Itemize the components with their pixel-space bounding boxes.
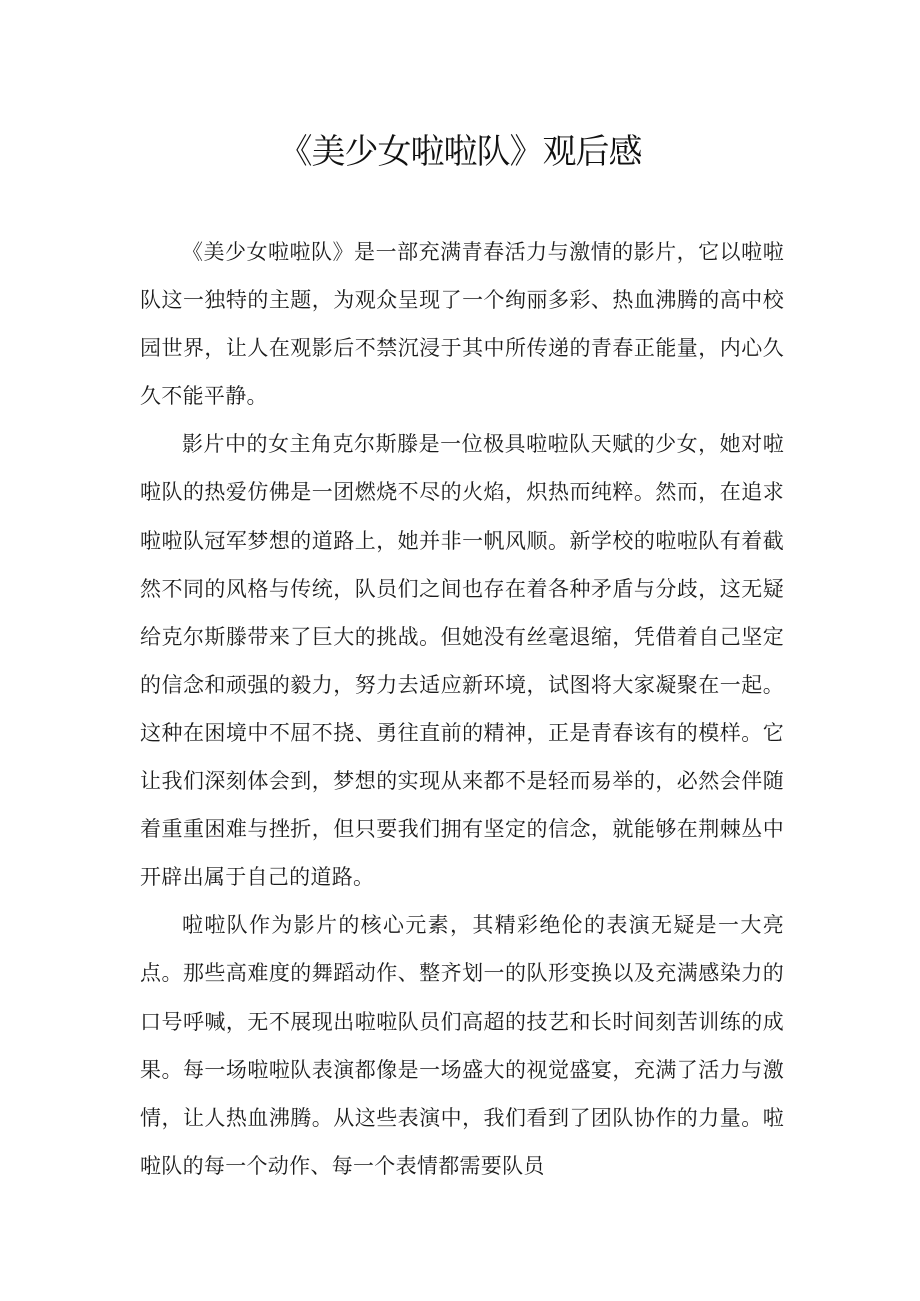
- paragraph-3: 啦啦队作为影片的核心元素，其精彩绝伦的表演无疑是一大亮点。那些高难度的舞蹈动作、整齐划一的队形变换以及充满感染力的口号呼喊，无不展现出啦啦队员们高超的技艺和长时间刻苦训练的成果。每一场啦啦队表演都像是一场盛大的视觉盛宴，充满了活力与激情，让人热血沸腾。从这些表演中，我们看到了团队协作的力量。啦啦队的每一个动作、每一个表情都需要队员: [140, 913, 784, 1178]
- document-title: 《美少女啦啦队》观后感: [278, 132, 642, 172]
- paragraph-1: 《美少女啦啦队》是一部充满青春活力与激情的影片，它以啦啦队这一独特的主题，为观众呈现了一个绚丽多彩、热血沸腾的高中校园世界，让人在观影后不禁沉浸于其中所传递的青春正能量，内心久久不能平静。: [140, 240, 784, 409]
- paragraph-2: 影片中的女主角克尔斯滕是一位极具啦啦队天赋的少女，她对啦啦队的热爱仿佛是一团燃烧不尽的火焰，炽热而纯粹。然而，在追求啦啦队冠军梦想的道路上，她并非一帆风顺。新学校的啦啦队有着截然不同的风格与传统，队员们之间也存在着各种矛盾与分歧，这无疑给克尔斯滕带来了巨大的挑战。但她没有丝毫退缩，凭借着自己坚定的信念和顽强的毅力，努力去适应新环境，试图将大家凝聚在一起。这种在困境中不屈不挠、勇往直前的精神，正是青春该有的模样。它让我们深刻体会到，梦想的实现从来都不是轻而易举的，必然会伴随着重重困难与挫折，但只要我们拥有坚定的信念，就能够在荆棘丛中开辟出属于自己的道路。: [140, 432, 784, 890]
- document-body: [140, 228, 784, 1190]
